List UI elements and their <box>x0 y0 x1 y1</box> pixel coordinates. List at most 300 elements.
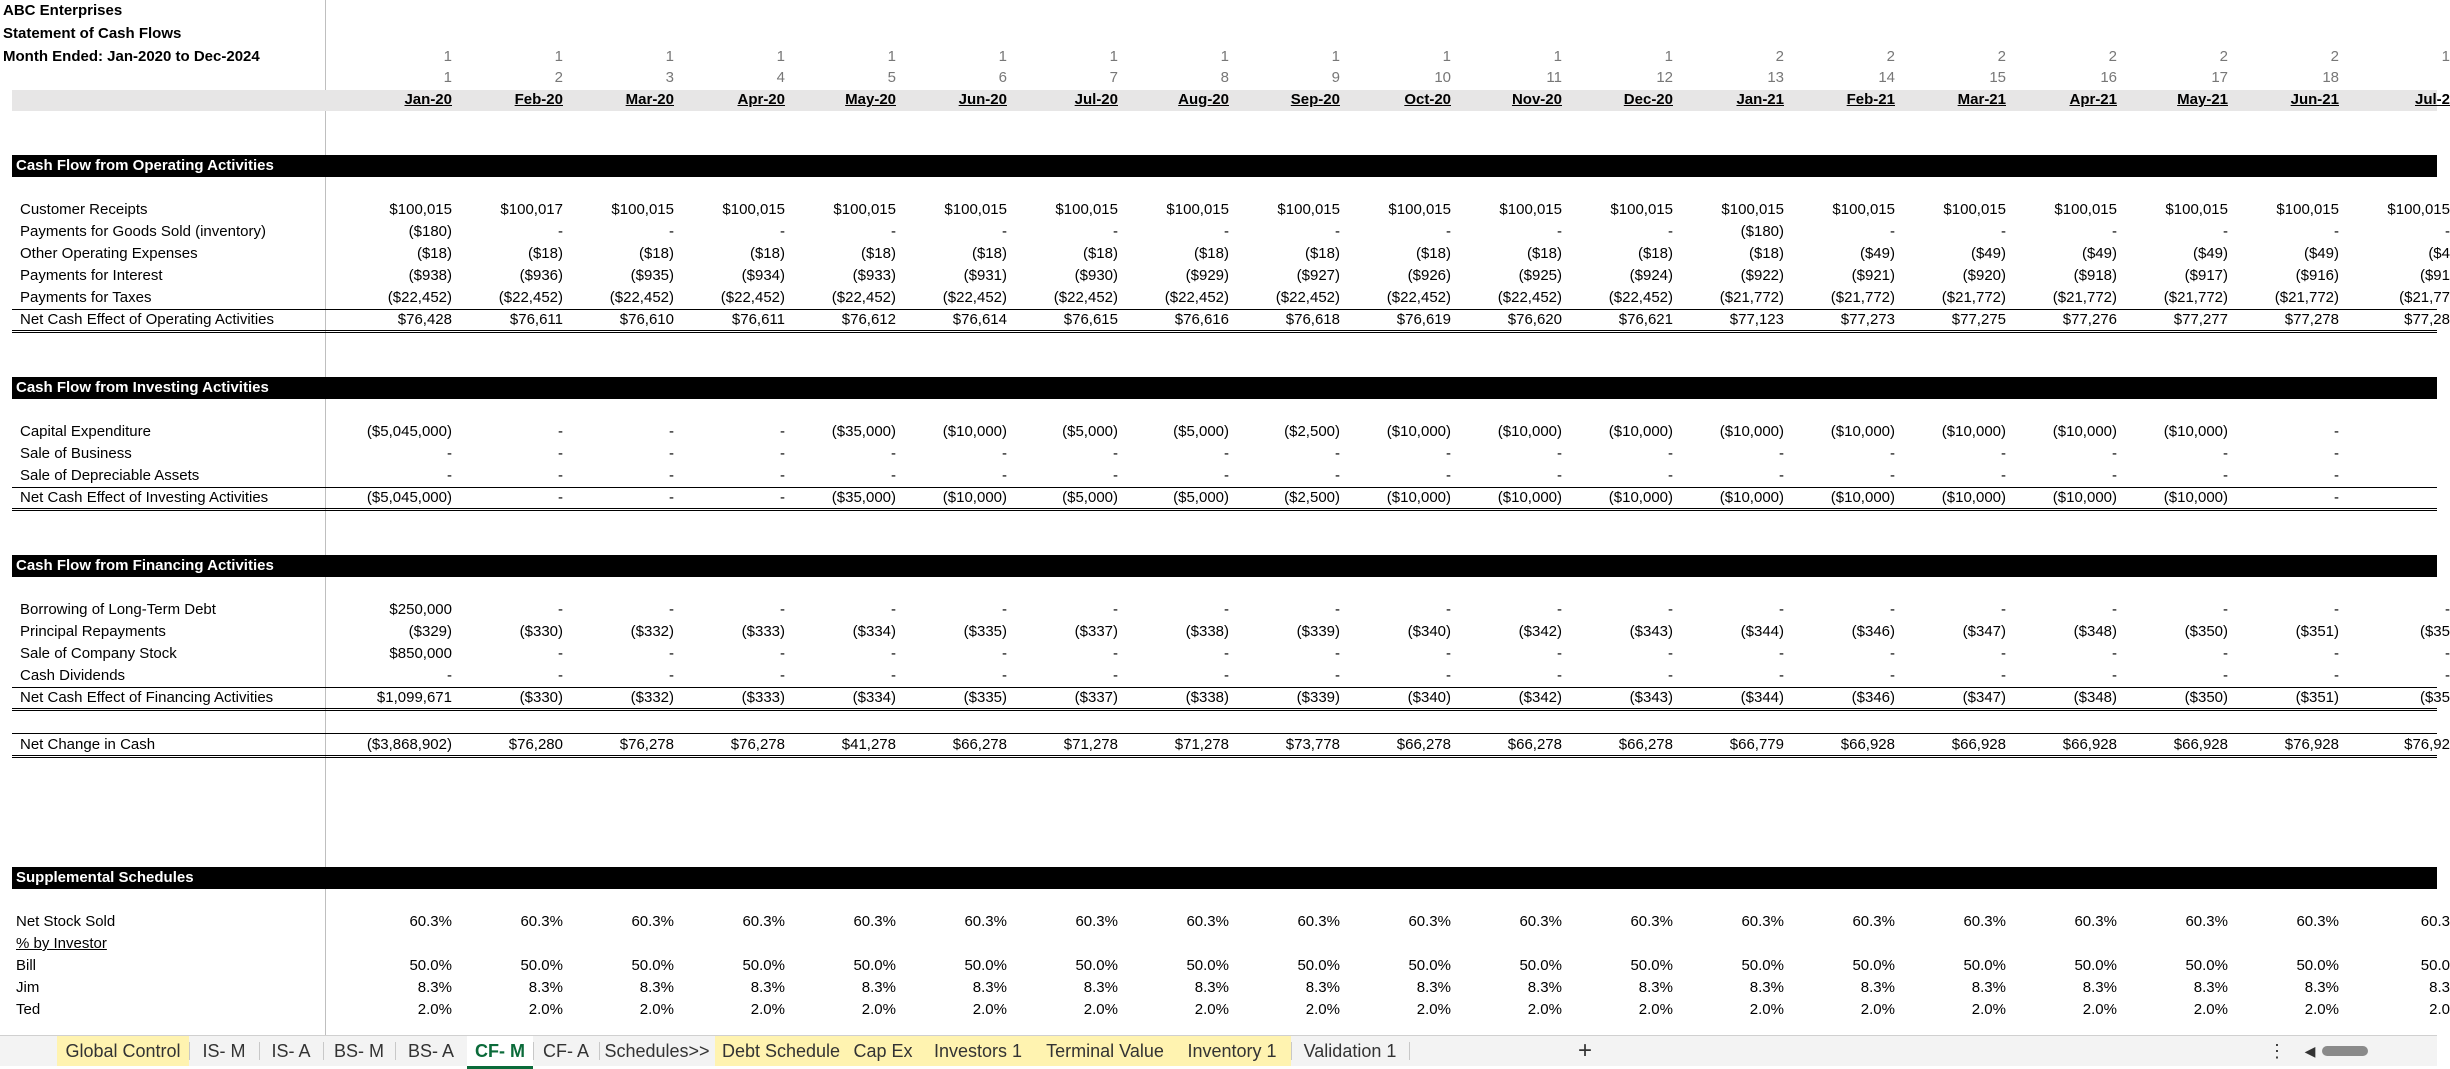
financing-title: Cash Flow from Financing Activities <box>16 557 274 574</box>
year-index-cell: 2 <box>1775 48 1784 65</box>
investing-row-cell: - <box>669 423 674 440</box>
financing-row-cell: ($343) <box>1629 623 1673 640</box>
net-stock-sold-cell: 60.3 <box>2420 913 2450 930</box>
investor-row-cell: 8.3% <box>1194 979 1229 996</box>
year-index-cell: 2 <box>2219 48 2228 65</box>
investor-row-cell: 8.3% <box>1860 979 1895 996</box>
operating-row-cell: ($917) <box>2184 267 2228 284</box>
operating-total-cell: $77,28 <box>2404 311 2450 328</box>
investor-row-cell: 50.0% <box>1852 957 1895 974</box>
net-change-cell: $76,278 <box>619 736 674 753</box>
operating-total-cell: $76,611 <box>731 311 785 328</box>
investor-row-cell: 50.0% <box>2185 957 2228 974</box>
net-stock-sold-cell: 60.3% <box>1408 913 1451 930</box>
operating-row-cell: ($49) <box>2081 245 2117 262</box>
horizontal-scrollbar-thumb[interactable] <box>2322 1046 2368 1056</box>
net-change-cell: $66,278 <box>952 736 1007 753</box>
investing-row-cell: - <box>780 467 785 484</box>
operating-row-cell: ($22,452) <box>387 289 452 306</box>
sheet-tab-cf-a[interactable]: CF- A <box>542 1041 589 1061</box>
year-index-cell: 1 <box>1109 48 1118 65</box>
investing-total-cell: - <box>2334 489 2339 506</box>
sheet-tab-schedules[interactable]: Schedules>> <box>604 1041 710 1061</box>
investing-row-label: Sale of Business <box>20 445 132 462</box>
total-bottom-border <box>12 330 2437 333</box>
investor-row-cell: 2.0% <box>639 1001 674 1018</box>
period-label: Month Ended: Jan-2020 to Dec-2024 <box>3 48 260 65</box>
net-change-cell: $76,278 <box>730 736 785 753</box>
financing-total-label: Net Cash Effect of Financing Activities <box>20 689 274 706</box>
financing-row-cell: - <box>1446 645 1451 662</box>
operating-total-cell: $76,619 <box>1396 311 1451 328</box>
operating-row-cell: $100,015 <box>2165 201 2228 218</box>
operating-row-cell: ($930) <box>1074 267 1118 284</box>
investing-row-cell: - <box>1557 467 1562 484</box>
investing-row-cell: - <box>1113 445 1118 462</box>
operating-row-cell: $100,015 <box>2276 201 2339 218</box>
financing-row-cell: - <box>2223 645 2228 662</box>
financing-total-cell: ($330) <box>519 689 563 706</box>
operating-total-cell: $76,621 <box>1618 311 1673 328</box>
financing-row-cell: ($340) <box>1407 623 1451 640</box>
month-header-15: Apr-21 <box>2069 91 2117 108</box>
operating-row-cell: ($91 <box>2419 267 2450 284</box>
total-bottom-border <box>12 708 2437 711</box>
operating-row-cell: ($21,772) <box>2052 289 2117 306</box>
investor-row-cell: 8.3% <box>1305 979 1340 996</box>
investing-total-cell: ($2,500) <box>1284 489 1340 506</box>
year-index-cell: 2 <box>2330 48 2339 65</box>
financing-total-cell: ($337) <box>1074 689 1118 706</box>
financing-total-cell: ($350) <box>2184 689 2228 706</box>
investing-row-cell: - <box>2001 445 2006 462</box>
month-header-14: Mar-21 <box>1957 91 2006 108</box>
investing-row-cell: - <box>2223 467 2228 484</box>
year-index-cell: 2 <box>1886 48 1895 65</box>
more-options-icon[interactable]: ⋮ <box>2268 1041 2286 1061</box>
net-change-cell: $73,778 <box>1285 736 1340 753</box>
investor-row-cell: 2.0% <box>417 1001 452 1018</box>
investing-row-cell: ($5,000) <box>1173 423 1229 440</box>
operating-row-cell: ($933) <box>852 267 896 284</box>
operating-row-cell: ($18) <box>1415 245 1451 262</box>
financing-row-cell: - <box>558 645 563 662</box>
year-index-cell: 2 <box>2108 48 2117 65</box>
financing-row-cell: - <box>2223 601 2228 618</box>
investor-row-cell: 2.0% <box>1416 1001 1451 1018</box>
month-index-cell: 17 <box>2211 69 2228 86</box>
month-header-12: Jan-21 <box>1736 91 1784 108</box>
financing-row-cell: - <box>1224 645 1229 662</box>
sheet-tab-bar <box>0 1035 2437 1066</box>
financing-row-cell: - <box>558 667 563 684</box>
investing-row-cell: ($10,000) <box>1386 423 1451 440</box>
operating-row-cell: ($21,77 <box>2399 289 2450 306</box>
investing-row-cell: - <box>669 445 674 462</box>
investing-row-cell: ($35,000) <box>831 423 896 440</box>
investor-row-cell: 8.3% <box>1638 979 1673 996</box>
operating-row-cell: ($22,452) <box>1497 289 1562 306</box>
financing-row-cell: ($347) <box>1962 623 2006 640</box>
year-index-cell: 1 <box>887 48 896 65</box>
operating-row-cell: ($18) <box>860 245 896 262</box>
operating-row-cell: $100,015 <box>1277 201 1340 218</box>
financing-row-cell: - <box>1335 601 1340 618</box>
investor-row-cell: 8.3% <box>750 979 785 996</box>
sheet-tab-investors-1[interactable]: Investors 1 <box>919 1036 1037 1066</box>
month-index-cell: 16 <box>2100 69 2117 86</box>
financing-row-cell: - <box>2001 601 2006 618</box>
investing-row-cell: - <box>1224 445 1229 462</box>
month-index-cell: 18 <box>2322 69 2339 86</box>
investing-row-cell: - <box>1668 445 1673 462</box>
scroll-left-icon[interactable]: ◀ <box>2304 1043 2316 1059</box>
investor-row-cell: 2.0% <box>972 1001 1007 1018</box>
operating-row-cell: ($18) <box>416 245 452 262</box>
financing-row-cell: - <box>558 601 563 618</box>
tab-separator <box>1409 1042 1410 1060</box>
sheet-tab-is-a[interactable]: IS- A <box>271 1041 311 1061</box>
investor-row-cell: 2.0% <box>1860 1001 1895 1018</box>
financing-row-cell: ($338) <box>1185 623 1229 640</box>
month-index-cell: 1 <box>443 69 452 86</box>
operating-total-cell: $77,275 <box>1951 311 2006 328</box>
financing-row-cell: - <box>2445 645 2450 662</box>
financing-row-cell: - <box>2112 667 2117 684</box>
investing-total-cell: ($10,000) <box>1608 489 1673 506</box>
sheet-tab-bs-m[interactable]: BS- M <box>333 1041 384 1061</box>
investing-total-cell: - <box>558 489 563 506</box>
month-index-cell: 4 <box>776 69 785 86</box>
sheet-tab-cf-m[interactable]: CF- M <box>467 1036 533 1069</box>
operating-row-cell: ($22,452) <box>831 289 896 306</box>
investor-row-cell: 2.0% <box>2304 1001 2339 1018</box>
year-index-cell: 1 <box>665 48 674 65</box>
investing-row-cell: - <box>2334 423 2339 440</box>
financing-row-cell: - <box>2223 667 2228 684</box>
operating-row-label: Payments for Taxes <box>20 289 152 306</box>
month-header-6: Jul-20 <box>1074 91 1118 108</box>
operating-row-cell: ($22,452) <box>1275 289 1340 306</box>
year-index-cell: 1 <box>2441 48 2450 65</box>
financing-row-cell: - <box>891 645 896 662</box>
net-change-cell: $66,928 <box>1840 736 1895 753</box>
investor-row-cell: 8.3% <box>2082 979 2117 996</box>
operating-row-cell: ($22,452) <box>942 289 1007 306</box>
investing-total-cell: ($10,000) <box>2163 489 2228 506</box>
financing-row-cell: ($334) <box>852 623 896 640</box>
operating-row-cell: ($18) <box>971 245 1007 262</box>
operating-row-cell: ($22,452) <box>1608 289 1673 306</box>
month-header-4: May-20 <box>845 91 896 108</box>
operating-row-cell: ($18) <box>1748 245 1784 262</box>
operating-row-cell: ($918) <box>2073 267 2117 284</box>
operating-row-cell: - <box>1668 223 1673 240</box>
financing-row-cell: - <box>447 667 452 684</box>
investing-row-cell: - <box>1890 467 1895 484</box>
operating-row-cell: $100,015 <box>944 201 1007 218</box>
operating-row-cell: - <box>780 223 785 240</box>
financing-row-label: Cash Dividends <box>20 667 126 684</box>
investing-row-cell: - <box>558 445 563 462</box>
sheet-tab-validation-1[interactable]: Validation 1 <box>1303 1041 1397 1061</box>
investor-row-label: Jim <box>16 979 40 996</box>
investing-row-label: Sale of Depreciable Assets <box>20 467 200 484</box>
investing-row-cell: - <box>558 467 563 484</box>
financing-total-cell: ($333) <box>741 689 785 706</box>
operating-row-cell: - <box>2223 223 2228 240</box>
financing-row-cell: - <box>1557 601 1562 618</box>
investor-row-cell: 2.0% <box>1305 1001 1340 1018</box>
sheet-tab-terminal-value[interactable]: Terminal Value <box>1037 1036 1173 1066</box>
net-stock-sold-cell: 60.3% <box>1963 913 2006 930</box>
investing-row-cell: - <box>1668 467 1673 484</box>
operating-row-cell: ($49) <box>2192 245 2228 262</box>
operating-row-cell: $100,015 <box>1943 201 2006 218</box>
month-header-18: Jul-2 <box>2414 91 2450 108</box>
year-index-cell: 1 <box>776 48 785 65</box>
operating-row-cell: $100,015 <box>611 201 674 218</box>
operating-row-cell: ($180) <box>1740 223 1784 240</box>
operating-total-cell: $76,618 <box>1285 311 1340 328</box>
investor-row-cell: 8.3% <box>861 979 896 996</box>
financing-row-cell: - <box>1113 667 1118 684</box>
operating-row-cell: ($21,772) <box>2274 289 2339 306</box>
sheet-tab-inventory-1[interactable]: Inventory 1 <box>1173 1036 1291 1066</box>
financing-row-cell: ($339) <box>1296 623 1340 640</box>
financing-row-cell: - <box>2334 667 2339 684</box>
operating-total-cell: $77,276 <box>2062 311 2117 328</box>
operating-row-cell: ($18) <box>638 245 674 262</box>
year-index-cell: 1 <box>998 48 1007 65</box>
investing-row-cell: ($10,000) <box>2052 423 2117 440</box>
operating-row-cell: ($920) <box>1962 267 2006 284</box>
net-stock-sold-cell: 60.3% <box>2296 913 2339 930</box>
operating-row-cell: ($934) <box>741 267 785 284</box>
financing-row-label: Borrowing of Long-Term Debt <box>20 601 216 618</box>
investor-row-label: Ted <box>16 1001 41 1018</box>
investor-row-cell: 50.0% <box>1519 957 1562 974</box>
add-sheet-button[interactable]: + <box>1577 1037 1592 1064</box>
month-index-cell: 11 <box>1546 69 1562 86</box>
investing-row-cell: ($10,000) <box>1497 423 1562 440</box>
year-index-cell: 2 <box>1997 48 2006 65</box>
investor-row-cell: 50.0% <box>2074 957 2117 974</box>
financing-total-cell: ($335) <box>963 689 1007 706</box>
investing-header <box>12 377 2437 399</box>
year-index-cell: 1 <box>1664 48 1673 65</box>
financing-row-cell: - <box>891 601 896 618</box>
investing-row-cell: ($5,045,000) <box>366 423 452 440</box>
investing-row-cell: - <box>558 423 563 440</box>
investing-row-cell: ($10,000) <box>2163 423 2228 440</box>
operating-row-cell: $100,015 <box>2387 201 2450 218</box>
financing-row-cell: ($351) <box>2295 623 2339 640</box>
investor-row-cell: 8.3% <box>639 979 674 996</box>
operating-row-cell: ($18) <box>1526 245 1562 262</box>
operating-row-cell: - <box>2445 223 2450 240</box>
operating-total-label: Net Cash Effect of Operating Activities <box>20 311 275 328</box>
operating-row-cell: ($22,452) <box>609 289 674 306</box>
investing-row-cell: ($10,000) <box>1719 423 1784 440</box>
investing-row-cell: - <box>1335 445 1340 462</box>
operating-row-cell: $100,015 <box>1721 201 1784 218</box>
operating-row-cell: $100,015 <box>1055 201 1118 218</box>
investor-row-cell: 50.0% <box>631 957 674 974</box>
financing-row-cell: - <box>1890 601 1895 618</box>
operating-row-cell: ($4 <box>2428 245 2450 262</box>
month-index-cell: 8 <box>1220 69 1229 86</box>
net-change-label: Net Change in Cash <box>20 736 156 753</box>
financing-total-cell: ($348) <box>2073 689 2117 706</box>
net-stock-sold-cell: 60.3% <box>2074 913 2117 930</box>
investing-row-cell: - <box>891 467 896 484</box>
month-header-8: Sep-20 <box>1290 91 1340 108</box>
operating-row-cell: - <box>1113 223 1118 240</box>
financing-row-cell: $850,000 <box>389 645 452 662</box>
operating-row-cell: $100,015 <box>1499 201 1562 218</box>
operating-row-cell: ($22,452) <box>1053 289 1118 306</box>
operating-row-label: Payments for Interest <box>20 267 163 284</box>
investing-title: Cash Flow from Investing Activities <box>16 379 269 396</box>
net-stock-sold-cell: 60.3% <box>964 913 1007 930</box>
investor-row-cell: 8.3% <box>528 979 563 996</box>
sheet-tab-global-control[interactable]: Global Control <box>57 1036 189 1066</box>
operating-row-cell: $100,015 <box>389 201 452 218</box>
operating-row-cell: ($938) <box>408 267 452 284</box>
operating-row-cell: ($49) <box>1859 245 1895 262</box>
month-header-17: Jun-21 <box>2290 91 2339 108</box>
operating-row-cell: - <box>1557 223 1562 240</box>
investor-row-cell: 8.3% <box>1527 979 1562 996</box>
investing-total-cell: - <box>669 489 674 506</box>
operating-row-cell: ($924) <box>1629 267 1673 284</box>
operating-row-cell: - <box>558 223 563 240</box>
operating-row-cell: ($18) <box>527 245 563 262</box>
financing-row-cell: - <box>669 645 674 662</box>
financing-row-cell: - <box>2334 645 2339 662</box>
operating-row-label: Other Operating Expenses <box>20 245 198 262</box>
operating-row-cell: $100,015 <box>1166 201 1229 218</box>
financing-row-cell: - <box>1890 645 1895 662</box>
operating-row-cell: - <box>1446 223 1451 240</box>
sheet-tab-is-m[interactable]: IS- M <box>202 1041 246 1061</box>
sheet-tab-cap-ex[interactable]: Cap Ex <box>847 1036 919 1066</box>
month-index-cell: 6 <box>998 69 1007 86</box>
operating-row-cell: ($916) <box>2295 267 2339 284</box>
financing-row-cell: ($335) <box>963 623 1007 640</box>
operating-row-cell: - <box>2001 223 2006 240</box>
net-change-bottom-border <box>12 755 2437 758</box>
investor-row-cell: 2.0% <box>1083 1001 1118 1018</box>
company-name: ABC Enterprises <box>3 2 123 19</box>
by-investor-label: % by Investor <box>16 935 107 952</box>
financing-row-cell: - <box>1779 601 1784 618</box>
operating-total-cell: $76,620 <box>1507 311 1562 328</box>
investing-row-cell: - <box>1779 445 1784 462</box>
month-index-cell: 12 <box>1656 69 1673 86</box>
investing-total-cell: ($5,045,000) <box>366 489 452 506</box>
operating-row-cell: $100,015 <box>1832 201 1895 218</box>
financing-row-cell: - <box>2334 601 2339 618</box>
operating-row-cell: ($21,772) <box>1830 289 1895 306</box>
month-index-cell: 3 <box>665 69 674 86</box>
investing-total-cell: ($10,000) <box>1386 489 1451 506</box>
operating-row-cell: - <box>2334 223 2339 240</box>
operating-row-cell: ($922) <box>1740 267 1784 284</box>
financing-row-cell: - <box>1446 601 1451 618</box>
operating-row-cell: $100,015 <box>1388 201 1451 218</box>
investing-total-cell: ($35,000) <box>831 489 896 506</box>
financing-total-cell: $1,099,671 <box>376 689 452 706</box>
investing-row-cell: - <box>891 445 896 462</box>
investor-row-cell: 2.0% <box>2082 1001 2117 1018</box>
month-header-13: Feb-21 <box>1846 91 1895 108</box>
sheet-tab-debt-schedule[interactable]: Debt Schedule <box>715 1036 847 1066</box>
operating-row-cell: ($18) <box>1082 245 1118 262</box>
operating-row-cell: ($22,452) <box>1164 289 1229 306</box>
investing-row-cell: - <box>1113 467 1118 484</box>
investing-row-cell: - <box>2223 445 2228 462</box>
month-index-cell: 2 <box>554 69 563 86</box>
investor-row-cell: 8.3% <box>2304 979 2339 996</box>
financing-row-cell: - <box>1002 601 1007 618</box>
month-index-cell: 14 <box>1878 69 1895 86</box>
investing-row-cell: - <box>447 467 452 484</box>
investor-row-cell: 50.0% <box>1963 957 2006 974</box>
net-stock-sold-cell: 60.3% <box>1297 913 1340 930</box>
investing-total-cell: ($10,000) <box>1830 489 1895 506</box>
investor-row-cell: 8.3% <box>1749 979 1784 996</box>
net-change-cell: $71,278 <box>1063 736 1118 753</box>
financing-row-cell: - <box>1779 667 1784 684</box>
operating-row-cell: ($935) <box>630 267 674 284</box>
financing-row-cell: ($333) <box>741 623 785 640</box>
financing-row-cell: - <box>669 667 674 684</box>
investor-row-cell: 8.3% <box>1416 979 1451 996</box>
investing-row-cell: - <box>1890 445 1895 462</box>
financing-total-cell: ($339) <box>1296 689 1340 706</box>
financing-row-cell: - <box>891 667 896 684</box>
financing-total-cell: ($340) <box>1407 689 1451 706</box>
investor-row-cell: 2.0% <box>1527 1001 1562 1018</box>
net-change-cell: $76,928 <box>2284 736 2339 753</box>
investing-row-cell: - <box>2334 467 2339 484</box>
operating-row-cell: $100,015 <box>1610 201 1673 218</box>
net-change-cell: ($3,868,902) <box>366 736 452 753</box>
financing-total-cell: ($338) <box>1185 689 1229 706</box>
net-stock-sold-cell: 60.3% <box>1075 913 1118 930</box>
net-stock-sold-cell: 60.3% <box>1741 913 1784 930</box>
net-change-cell: $66,928 <box>1951 736 2006 753</box>
investor-row-cell: 8.3% <box>417 979 452 996</box>
operating-row-cell: ($925) <box>1518 267 1562 284</box>
operating-row-cell: ($49) <box>2303 245 2339 262</box>
financing-row-cell: - <box>2445 601 2450 618</box>
operating-row-cell: - <box>1224 223 1229 240</box>
financing-total-cell: ($344) <box>1740 689 1784 706</box>
investing-row-cell: - <box>1224 467 1229 484</box>
financing-total-cell: ($342) <box>1518 689 1562 706</box>
month-index-cell: 10 <box>1434 69 1451 86</box>
financing-row-cell: - <box>1557 645 1562 662</box>
investor-row-cell: 2.0% <box>861 1001 896 1018</box>
investor-row-cell: 2.0% <box>528 1001 563 1018</box>
investing-row-cell: - <box>1557 445 1562 462</box>
operating-total-cell: $76,611 <box>509 311 563 328</box>
operating-row-cell: ($22,452) <box>720 289 785 306</box>
sheet-tab-bs-a[interactable]: BS- A <box>407 1041 455 1061</box>
